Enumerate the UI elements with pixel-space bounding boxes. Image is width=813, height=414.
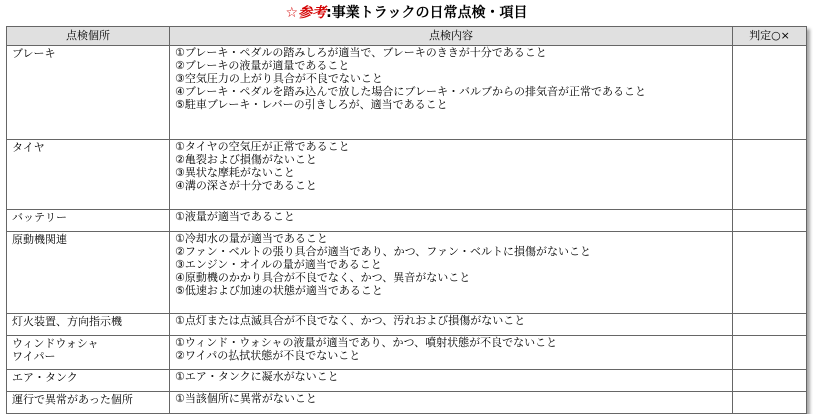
check-content [170,140,733,210]
judge-cell[interactable] [733,370,807,392]
check-part [7,370,170,392]
check-content [170,392,733,414]
title-reference-label: 参考 [298,5,327,21]
check-item: ②ファン・ベルトの張り具合が適当であり、かつ、ファン・ベルトに損傷がないこと [175,245,591,258]
table-row [7,232,807,314]
check-part [7,314,170,336]
check-item: ⑤駐車ブレーキ・レバーの引きしろが、適当であること [175,98,448,111]
check-item: ④ブレーキ・ペダルを踏み込んで放した場合にブレーキ・バルブからの排気音が正常であること [175,85,646,98]
check-part-label: タイヤ [12,141,45,154]
check-item: ③異状な摩耗がないこと [175,166,295,179]
check-item: ③エンジン・オイルの量が適当であること [175,258,382,271]
check-part-label: バッテリー [12,211,67,224]
table-row [7,336,807,370]
header-judge: 判定○× [733,27,807,46]
check-part-label: ワイパー [12,350,56,363]
check-content [170,336,733,370]
check-item: ④原動機のかかり具合が不良でなく、かつ、異音がないこと [175,271,471,284]
check-part [7,392,170,414]
check-part [7,210,170,232]
check-part-label: 灯火装置、方向指示機 [12,315,122,328]
check-item: ②亀裂および損傷がないこと [175,153,317,166]
judge-cell[interactable] [733,336,807,370]
check-part [7,336,170,370]
check-part-label: エア・タンク [12,371,78,384]
check-item: ①ブレーキ・ペダルの踏みしろが適当で、ブレーキのききが十分であること [175,46,547,59]
check-item: ①当該個所に異常がないこと [175,392,317,405]
table-header-row [7,27,807,46]
judge-cell[interactable] [733,314,807,336]
star-icon: ☆ [285,5,299,21]
check-content [170,46,733,140]
judge-cell[interactable] [733,140,807,210]
check-content [170,232,733,314]
check-item: ①点灯または点滅具合が不良でなく、かつ、汚れおよび損傷がないこと [175,314,526,327]
judge-cell[interactable] [733,392,807,414]
judge-cell[interactable] [733,46,807,140]
table-row [7,370,807,392]
header-content: 点検内容 [170,27,733,46]
title-text: 事業トラックの日常点検・項目 [331,5,528,21]
check-part [7,46,170,140]
check-part-label: ブレーキ [12,47,56,60]
check-part [7,140,170,210]
check-item: ①タイヤの空気圧が正常であること [175,140,350,153]
check-item: ①エア・タンクに凝水がないこと [175,370,339,383]
check-item: ⑤低速および加速の状態が適当であること [175,284,383,297]
check-content [170,314,733,336]
check-part [7,232,170,314]
inspection-table [6,26,807,414]
check-item: ①ウィンド・ウォシャの液量が適当であり、かつ、噴射状態が不良でないこと [175,336,558,349]
table-body [7,46,807,414]
check-item: ①冷却水の量が適当であること [175,232,328,245]
check-item: ①液量が適当であること [175,210,295,223]
table-row [7,314,807,336]
judge-cell[interactable] [733,232,807,314]
document-title [0,2,813,24]
check-item: ②ブレーキの液量が適量であること [175,59,350,72]
check-item: ④溝の深さが十分であること [175,179,317,192]
check-part-label: 原動機関連 [12,233,67,246]
check-item: ②ワイパの払拭状態が不良でないこと [175,349,361,362]
check-content [170,370,733,392]
header-part: 点検個所 [7,27,170,46]
table-row [7,140,807,210]
check-part-label: ウィンドウォシャ [12,337,99,350]
title-colon: : [326,5,332,21]
check-content [170,210,733,232]
table-row [7,210,807,232]
check-part-label: 運行で異常があった個所 [12,393,133,406]
check-item: ③空気圧力の上がり具合が不良でないこと [175,72,383,85]
table-row [7,392,807,414]
table-row [7,46,807,140]
judge-cell[interactable] [733,210,807,232]
